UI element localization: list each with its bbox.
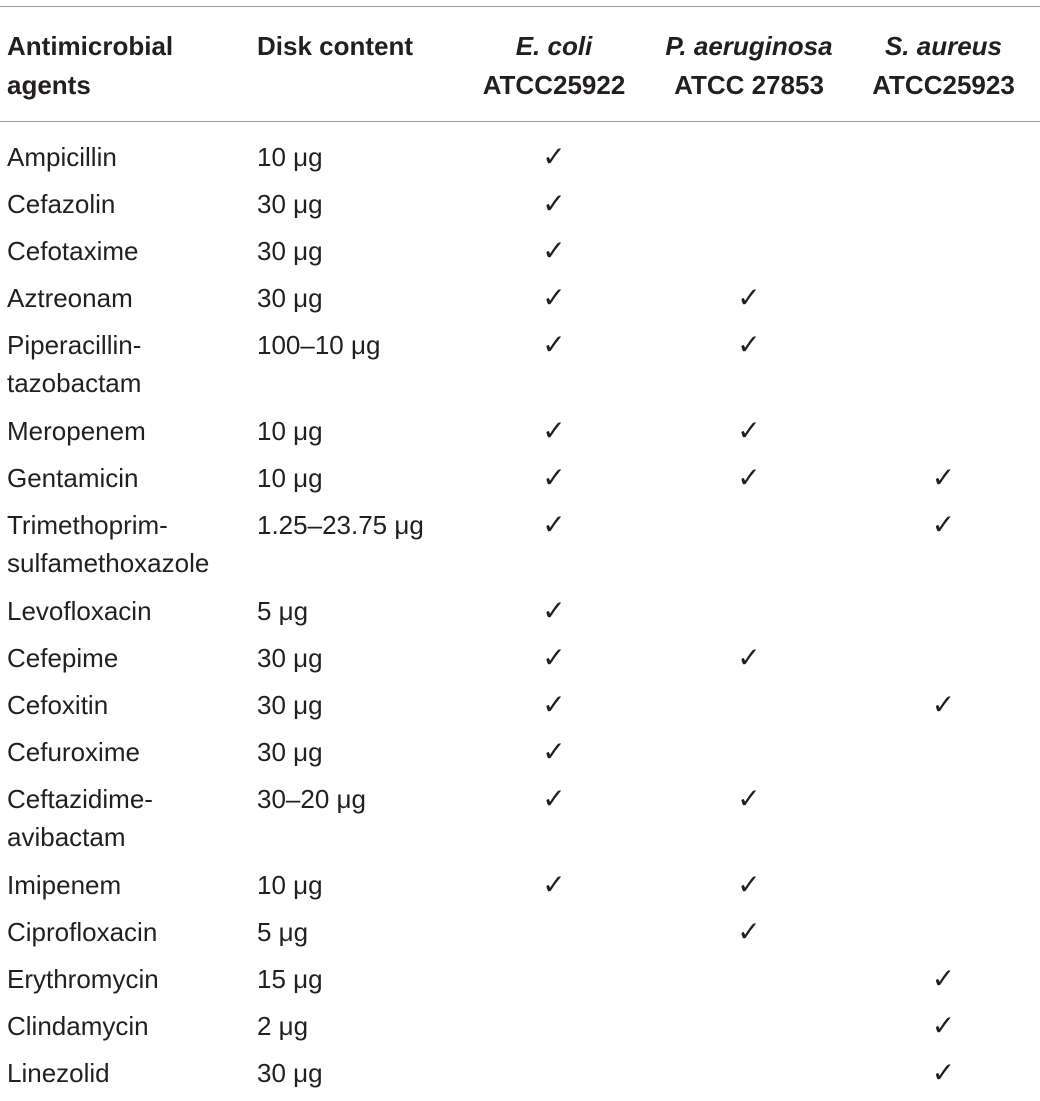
check-mark-icon: ✓ [542, 234, 565, 267]
check-mark-icon: ✓ [932, 1009, 955, 1042]
cell-agent [0, 506, 251, 592]
cell-agent [0, 639, 251, 686]
cell-paeruginosa [651, 686, 847, 733]
check-mark-icon: ✓ [542, 187, 565, 220]
cell-saureus [847, 686, 1040, 733]
cell-ecoli [457, 122, 651, 186]
cell-saureus [847, 592, 1040, 639]
cell-saureus [847, 459, 1040, 506]
agent-name-line: Meropenem [7, 412, 251, 450]
agent-name-line: Trimethoprim- [7, 506, 251, 544]
cell-saureus [847, 412, 1040, 459]
agent-name-line: Piperacillin- [7, 326, 251, 364]
table-row [0, 279, 1040, 326]
cell-ecoli [457, 913, 651, 960]
cell-agent [0, 592, 251, 639]
cell-saureus [847, 866, 1040, 913]
cell-saureus [847, 279, 1040, 326]
check-mark-icon: ✓ [542, 140, 565, 173]
agent-name-line: Imipenem [7, 866, 251, 904]
cell-ecoli [457, 506, 651, 592]
check-mark-icon: ✓ [542, 688, 565, 721]
cell-saureus [847, 639, 1040, 686]
check-mark-icon: ✓ [932, 1056, 955, 1089]
antimicrobial-disk-table [0, 6, 1040, 1101]
cell-agent [0, 279, 251, 326]
table-header [0, 7, 1040, 122]
cell-paeruginosa [651, 639, 847, 686]
table-row [0, 459, 1040, 506]
check-mark-icon: ✓ [737, 414, 760, 447]
cell-ecoli [457, 686, 651, 733]
table-row [0, 412, 1040, 459]
table-row [0, 506, 1040, 592]
cell-agent [0, 232, 251, 279]
check-mark-icon: ✓ [542, 508, 565, 541]
check-mark-icon: ✓ [542, 868, 565, 901]
header-antimicrobial-agents [0, 7, 251, 122]
agent-name-line: tazobactam [7, 364, 251, 402]
agent-name-line: Cefepime [7, 639, 251, 677]
header-paeruginosa [651, 7, 847, 122]
agent-name-line: Levofloxacin [7, 592, 251, 630]
cell-saureus [847, 506, 1040, 592]
cell-ecoli [457, 459, 651, 506]
cell-disk-content: 30 μg [251, 733, 457, 780]
cell-disk-content: 15 μg [251, 960, 457, 1007]
table-row [0, 232, 1040, 279]
table-row [0, 780, 1040, 866]
check-mark-icon: ✓ [737, 641, 760, 674]
header-saureus-species: S. aureus [847, 27, 1040, 66]
cell-saureus [847, 913, 1040, 960]
cell-disk-content: 10 μg [251, 412, 457, 459]
cell-ecoli [457, 960, 651, 1007]
agent-name-line: Ceftazidime- [7, 780, 251, 818]
check-mark-icon: ✓ [542, 414, 565, 447]
cell-ecoli [457, 232, 651, 279]
cell-disk-content: 5 μg [251, 592, 457, 639]
table-row [0, 122, 1040, 186]
agent-name-line: Cefoxitin [7, 686, 251, 724]
header-agent-line-1: Antimicrobial [7, 27, 251, 66]
header-paeruginosa-species: P. aeruginosa [651, 27, 847, 66]
cell-saureus [847, 232, 1040, 279]
cell-saureus [847, 1054, 1040, 1101]
cell-disk-content: 30 μg [251, 639, 457, 686]
cell-ecoli [457, 639, 651, 686]
header-ecoli [457, 7, 651, 122]
agent-name-line: Cefuroxime [7, 733, 251, 771]
cell-agent [0, 412, 251, 459]
cell-disk-content: 100–10 μg [251, 326, 457, 412]
cell-paeruginosa [651, 122, 847, 186]
table-row [0, 1054, 1040, 1101]
check-mark-icon: ✓ [737, 281, 760, 314]
cell-paeruginosa [651, 733, 847, 780]
agent-name-line: Gentamicin [7, 459, 251, 497]
cell-disk-content: 5 μg [251, 913, 457, 960]
agent-name-line: sulfamethoxazole [7, 544, 251, 582]
table-row [0, 913, 1040, 960]
cell-agent [0, 733, 251, 780]
table-row [0, 960, 1040, 1007]
check-mark-icon: ✓ [932, 461, 955, 494]
cell-ecoli [457, 1054, 651, 1101]
cell-disk-content: 30 μg [251, 279, 457, 326]
cell-ecoli [457, 326, 651, 412]
cell-paeruginosa [651, 185, 847, 232]
cell-paeruginosa [651, 780, 847, 866]
cell-agent [0, 122, 251, 186]
table-row [0, 686, 1040, 733]
header-paeruginosa-strain: ATCC 27853 [651, 66, 847, 105]
agent-name-line: avibactam [7, 818, 251, 856]
table-row [0, 326, 1040, 412]
agent-name-line: Clindamycin [7, 1007, 251, 1045]
check-mark-icon: ✓ [737, 868, 760, 901]
check-mark-icon: ✓ [737, 915, 760, 948]
cell-disk-content: 30–20 μg [251, 780, 457, 866]
check-mark-icon: ✓ [737, 782, 760, 815]
agent-name-line: Cefazolin [7, 185, 251, 223]
agent-name-line: Ampicillin [7, 138, 251, 176]
cell-disk-content: 30 μg [251, 686, 457, 733]
header-disk-content: Disk content [251, 7, 457, 122]
cell-disk-content: 10 μg [251, 459, 457, 506]
cell-disk-content: 1.25–23.75 μg [251, 506, 457, 592]
table-row [0, 592, 1040, 639]
table-row [0, 185, 1040, 232]
cell-paeruginosa [651, 232, 847, 279]
cell-agent [0, 1007, 251, 1054]
cell-paeruginosa [651, 913, 847, 960]
cell-paeruginosa [651, 412, 847, 459]
check-mark-icon: ✓ [932, 688, 955, 721]
check-mark-icon: ✓ [737, 328, 760, 361]
cell-disk-content: 30 μg [251, 185, 457, 232]
check-mark-icon: ✓ [542, 735, 565, 768]
cell-disk-content: 10 μg [251, 122, 457, 186]
header-saureus-strain: ATCC25923 [847, 66, 1040, 105]
header-ecoli-strain: ATCC25922 [457, 66, 651, 105]
cell-saureus [847, 960, 1040, 1007]
check-mark-icon: ✓ [932, 508, 955, 541]
cell-saureus [847, 780, 1040, 866]
check-mark-icon: ✓ [932, 962, 955, 995]
cell-saureus [847, 326, 1040, 412]
cell-agent [0, 960, 251, 1007]
cell-saureus [847, 1007, 1040, 1054]
cell-agent [0, 1054, 251, 1101]
agent-name-line: Linezolid [7, 1054, 251, 1092]
cell-agent [0, 686, 251, 733]
cell-paeruginosa [651, 1054, 847, 1101]
check-mark-icon: ✓ [542, 782, 565, 815]
check-mark-icon: ✓ [542, 328, 565, 361]
susceptibility-table-container [0, 6, 1034, 1101]
cell-saureus [847, 122, 1040, 186]
agent-name-line: Ciprofloxacin [7, 913, 251, 951]
table-row [0, 1007, 1040, 1054]
cell-disk-content: 30 μg [251, 232, 457, 279]
cell-saureus [847, 733, 1040, 780]
cell-agent [0, 185, 251, 232]
cell-ecoli [457, 1007, 651, 1054]
cell-ecoli [457, 185, 651, 232]
cell-paeruginosa [651, 1007, 847, 1054]
header-saureus [847, 7, 1040, 122]
cell-ecoli [457, 412, 651, 459]
cell-ecoli [457, 279, 651, 326]
cell-saureus [847, 185, 1040, 232]
cell-paeruginosa [651, 326, 847, 412]
agent-name-line: Aztreonam [7, 279, 251, 317]
cell-paeruginosa [651, 459, 847, 506]
table-row [0, 639, 1040, 686]
agent-name-line: Cefotaxime [7, 232, 251, 270]
header-agent-line-2: agents [7, 66, 251, 105]
cell-ecoli [457, 592, 651, 639]
check-mark-icon: ✓ [542, 594, 565, 627]
header-ecoli-species: E. coli [457, 27, 651, 66]
cell-ecoli [457, 733, 651, 780]
table-row [0, 733, 1040, 780]
check-mark-icon: ✓ [542, 641, 565, 674]
check-mark-icon: ✓ [542, 461, 565, 494]
check-mark-icon: ✓ [737, 461, 760, 494]
cell-paeruginosa [651, 279, 847, 326]
check-mark-icon: ✓ [542, 281, 565, 314]
cell-paeruginosa [651, 506, 847, 592]
cell-agent [0, 459, 251, 506]
cell-agent [0, 780, 251, 866]
table-row [0, 866, 1040, 913]
cell-disk-content: 2 μg [251, 1007, 457, 1054]
cell-agent [0, 913, 251, 960]
cell-ecoli [457, 780, 651, 866]
cell-disk-content: 10 μg [251, 866, 457, 913]
agent-name-line: Erythromycin [7, 960, 251, 998]
header-row [0, 7, 1040, 122]
cell-ecoli [457, 866, 651, 913]
cell-agent [0, 326, 251, 412]
cell-agent [0, 866, 251, 913]
cell-paeruginosa [651, 592, 847, 639]
cell-paeruginosa [651, 960, 847, 1007]
table-body [0, 122, 1040, 1101]
cell-paeruginosa [651, 866, 847, 913]
cell-disk-content: 30 μg [251, 1054, 457, 1101]
